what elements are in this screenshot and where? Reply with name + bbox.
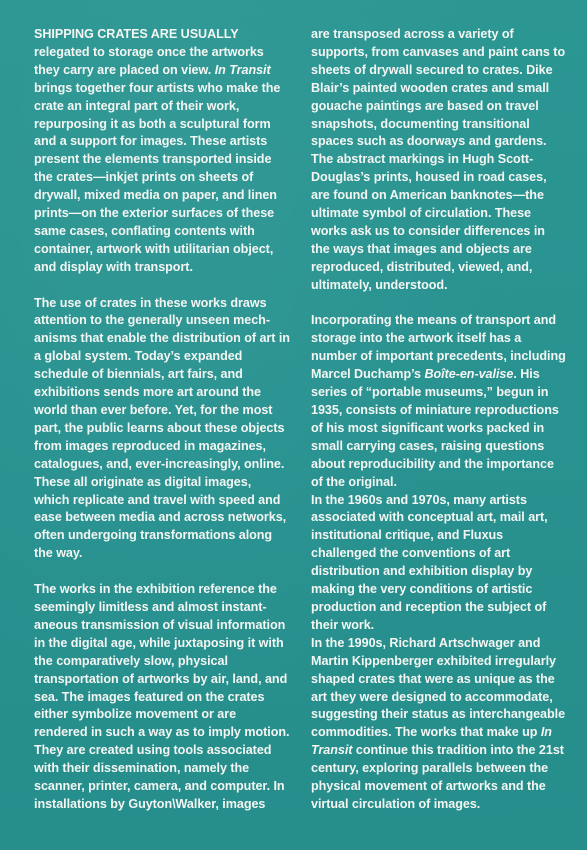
- paragraph-1990s: [311, 635, 567, 814]
- left-column: [34, 26, 290, 814]
- nineties-text-b: continue this tradition into the 21st century, exploring parallels between the physical movement of artworks and the virtual circulation of images.: [311, 743, 564, 811]
- intro-text-a: relegated to storage once the artworks they carry are placed on view.: [34, 44, 264, 77]
- paragraph-crates-distribution: The use of crates in these works draws attention to the generally unseen mechanisms that enable the distribution of art in a global system. Today’s expanded schedule of biennials, art fairs, and exhibitions sends more art around the world than ever before. Yet, for the most part, the public learns about these objects from images reproduced in magazines, catalogues, and, ever-increasingly, online. These all originate as digital images, which replicate and travel with speed and ease between media and across networks, often undergoing transformations along the way.: [34, 295, 290, 561]
- paragraph-supports: are transposed across a variety of supports, from canvases and paint cans to sheets of drywall secured to crates. Dike Blair’s painted wooden crates and small gouache paintings are based on travel snapshots, documenting transitional spaces such as doorways and gardens. The abstract markings in Hugh Scott-Douglas’s prints, housed in road cases, are found on American banknotes—the ultimate symbol of circulation. These works ask us to consider differences in the ways that images and objects are reproduced, distributed, viewed, and, ultimately, understood.: [311, 27, 566, 292]
- precedents-text-b: . His series of “portable museums,” begun in 1935, consists of miniature reproductions of his most significant works packed in small carrying cases, raising questions about reproducibility and the importance of the original.: [311, 367, 559, 489]
- duchamp-work-title: Boîte-en-valise: [424, 367, 514, 382]
- right-column: [311, 26, 567, 814]
- paragraph-precedents: [311, 312, 567, 491]
- intro-text-b: brings together four artists who make the crate an integral part of their work, repurposing it as both a sculptural form and a support for images. These artists present the elements transported inside the crates—inkjet prints on sheets of drywall, mixed media on paper, and linen prints—on the exterior surfaces of these same cases, conflating contents with container, artwork with utilitarian object, and display with transport.: [34, 80, 281, 274]
- lead-in-caps: SHIPPING CRATES ARE USUALLY: [34, 27, 239, 41]
- paragraph-1960s: In the 1960s and 1970s, many artists associated with conceptual art, mail art, institutional critique, and Fluxus challenged the conventions of art distribution and exhibition display by making the very conditions of artistic production and reception the subject of their work.: [311, 492, 548, 632]
- exhibition-title-2: In Transit: [311, 725, 552, 758]
- nineties-text-a: In the 1990s, Richard Artschwager and Martin Kippenberger exhibited irregularly shaped crates that were as unique as the art they were designed to accommodate, suggesting their status as interchangeable commodities. The works that make up: [311, 635, 566, 740]
- paragraph-transmission: The works in the exhibition reference the seemingly limitless and almost instantaneous transmission of visual information in the digital age, while juxtaposing it with the comparatively slow, physical transportation of artworks by air, land, and sea. The images featured on the crates either symbolize movement or are rendered in such a way as to imply motion. They are created using tools associated with their dissemination, namely the scanner, printer, camera, and computer. In installations by Guyton\Walker, images: [34, 582, 290, 811]
- precedents-text-a: Incorporating the means of transport and storage into the artwork itself has a number of important precedents, including Marcel Duchamp’s: [311, 313, 566, 382]
- paragraph-intro: [34, 26, 290, 277]
- exhibition-title: In Transit: [214, 62, 271, 77]
